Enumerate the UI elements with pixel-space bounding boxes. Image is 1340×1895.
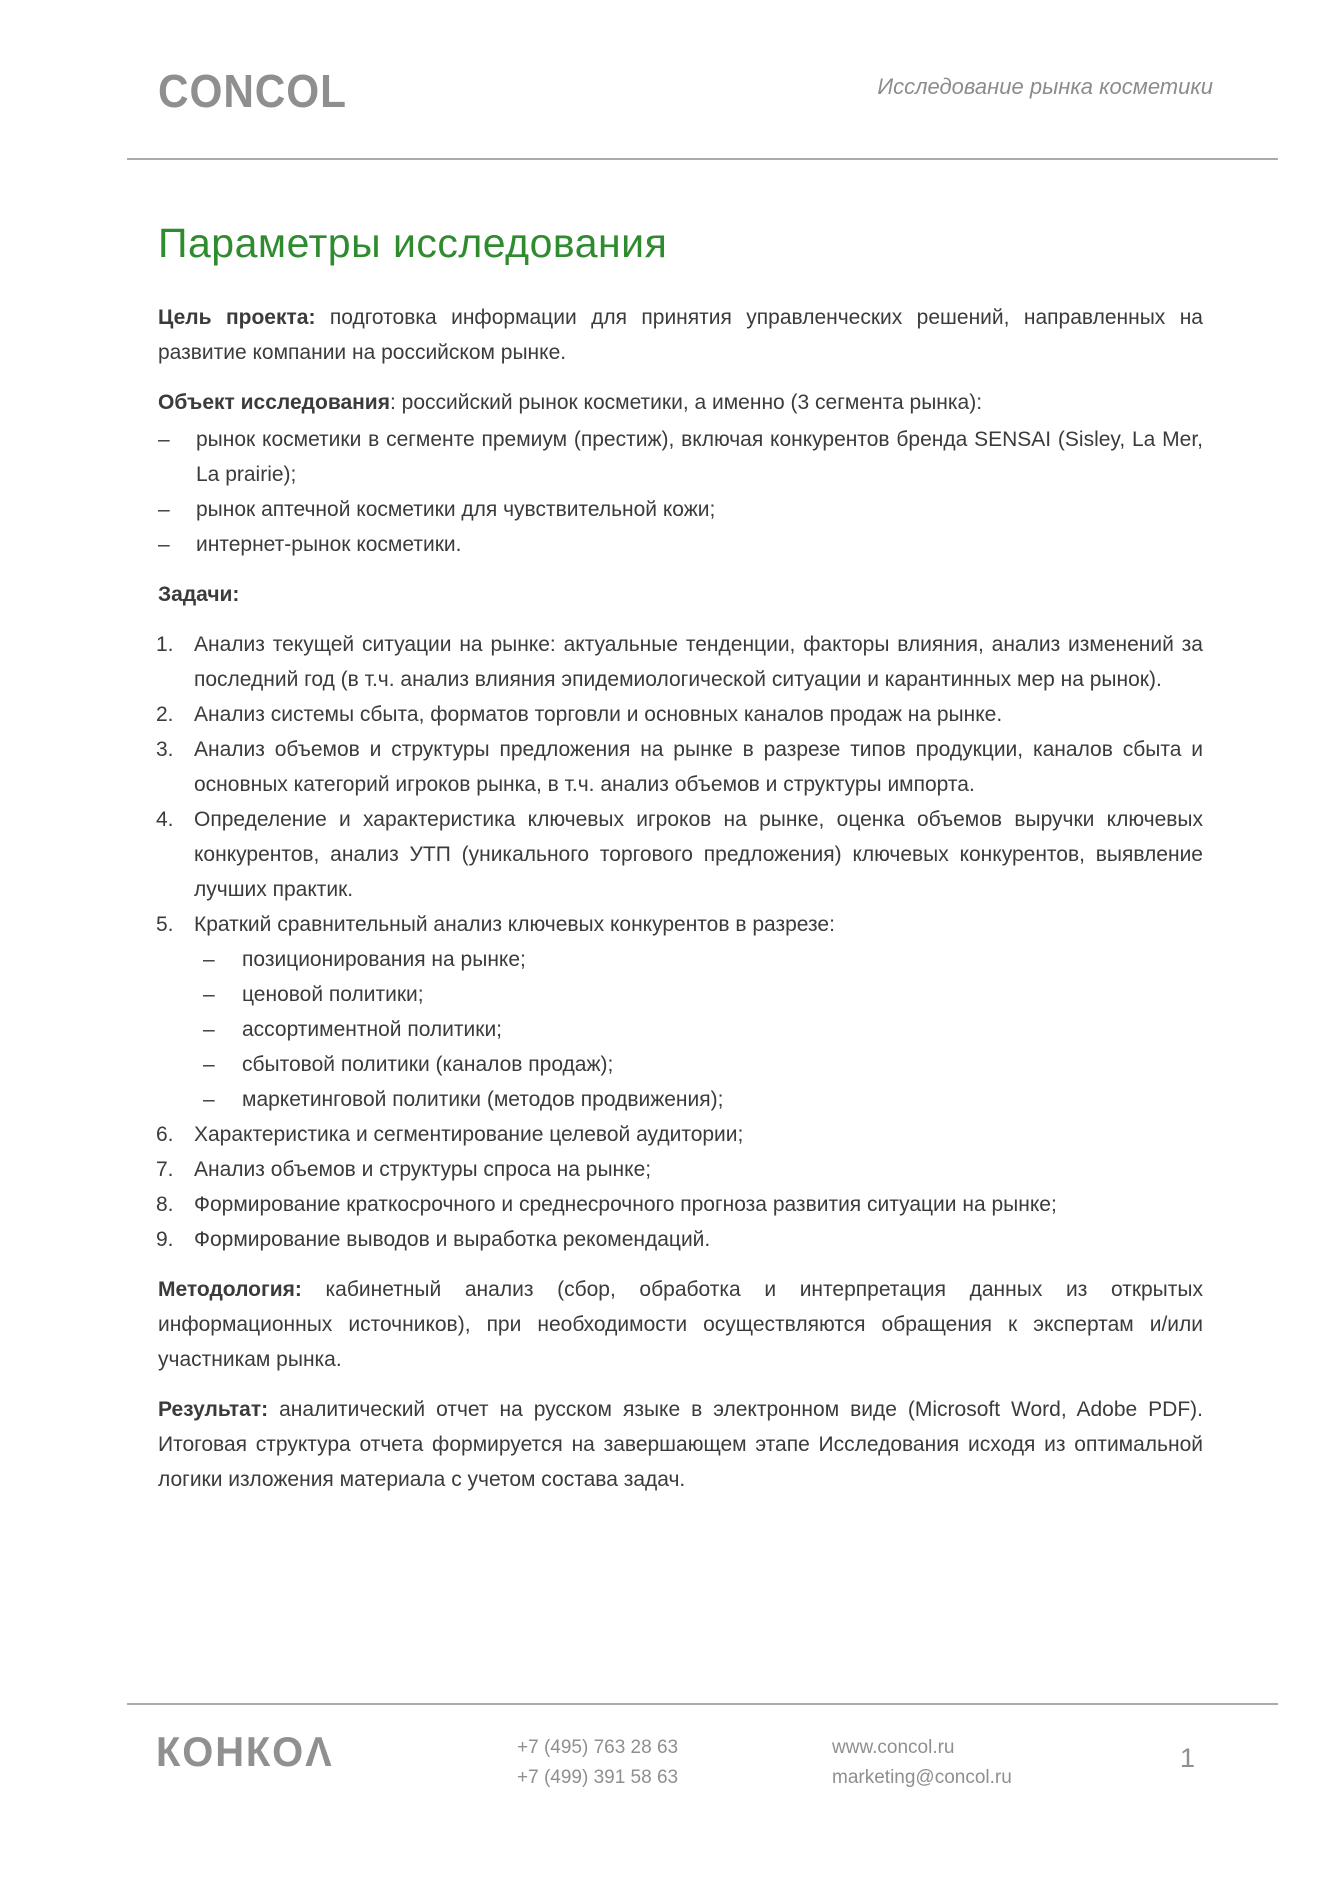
sub-bullet-text: ценовой политики;: [242, 983, 424, 1006]
header-rule: [127, 158, 1278, 160]
document-body: [158, 220, 1203, 1512]
task-text: Анализ системы сбыта, форматов торговли и основных каналов продаж на рынке.: [194, 703, 1003, 726]
task-text: Характеристика и сегментирование целевой аудитории;: [194, 1123, 744, 1146]
task-number: 1.: [156, 633, 174, 656]
goal-paragraph: [158, 300, 1203, 370]
footer-rule: [127, 1703, 1278, 1705]
task-item: [158, 1187, 1203, 1222]
dash-bullet: –: [158, 533, 170, 556]
task-text: Определение и характеристика ключевых игроков на рынке, оценка объемов выручки ключевых конкурентов, анализ УТП (уникального торгового предложения) ключевых конкурентов, выявление лучших практик.: [194, 808, 1203, 901]
sub-bullet-item: [203, 1082, 1203, 1117]
task-text: Формирование краткосрочного и среднесрочного прогноза развития ситуации на рынке;: [194, 1193, 1057, 1216]
sub-bullet-item: [203, 1012, 1203, 1047]
sub-bullet-item: [203, 1047, 1203, 1082]
research-object-bullet-list: [158, 422, 1203, 562]
task-item: [158, 907, 1203, 942]
footer-phones: [517, 1733, 678, 1793]
task-item: [158, 1117, 1203, 1152]
bullet-item: [158, 527, 1203, 562]
footer-logo: КОНКОΛ: [156, 1728, 334, 1775]
phone-line: +7 (499) 391 58 63: [517, 1767, 679, 1788]
research-object-label: Объект исследования: [158, 391, 390, 414]
dash-bullet: –: [203, 1018, 215, 1041]
result-paragraph: [158, 1392, 1203, 1497]
result-text: аналитический отчет на русском языке в электронном виде (Microsoft Word, Adobe PDF). Итоговая структура отчета формируется на завершающем этапе Исследования исходя из оптимальной логики изложения материала с учетом состава задач.: [158, 1398, 1203, 1491]
task-number: 4.: [156, 808, 174, 831]
sub-bullet-text: ассортиментной политики;: [242, 1018, 503, 1041]
task-sub-list: [158, 942, 1203, 1117]
methodology-paragraph: [158, 1272, 1203, 1377]
task-text: Краткий сравнительный анализ ключевых конкурентов в разрезе:: [194, 913, 835, 936]
methodology-text: кабинетный анализ (сбор, обработка и интерпретация данных из открытых информационных источников), при необходимости осуществляются обращения к экспертам и/или участникам рынка.: [158, 1278, 1203, 1371]
phone-line: +7 (495) 763 28 63: [517, 1737, 679, 1758]
bullet-text: интернет-рынок косметики.: [196, 533, 462, 556]
task-number: 2.: [156, 703, 174, 726]
sub-bullet-text: сбытовой политики (каналов продаж);: [242, 1053, 614, 1076]
task-number: 7.: [156, 1158, 174, 1181]
task-number: 6.: [156, 1123, 174, 1146]
goal-text: подготовка информации для принятия управленческих решений, направленных на развитие компании на российском рынке.: [158, 306, 1203, 364]
research-object-text: : российский рынок косметики, а именно (3 сегмента рынка):: [389, 391, 983, 414]
task-text: Анализ объемов и структуры предложения на рынке в разрезе типов продукции, каналов сбыта и основных категорий игроков рынка, в т.ч. анализ объемов и структуры импорта.: [194, 738, 1203, 796]
dash-bullet: –: [203, 948, 215, 971]
task-item: [158, 697, 1203, 732]
task-item: [158, 802, 1203, 907]
task-text: Анализ объемов и структуры спроса на рынке;: [194, 1158, 652, 1181]
page-title: Параметры исследования: [158, 220, 668, 266]
sub-bullet-text: позиционирования на рынке;: [242, 948, 526, 971]
company-logo: CONCOL: [158, 65, 347, 117]
research-object-paragraph: [158, 385, 1203, 420]
dash-bullet: –: [203, 1088, 215, 1111]
bullet-item: [158, 422, 1203, 492]
dash-bullet: –: [158, 428, 170, 451]
email-text: marketing@concol.ru: [832, 1767, 1012, 1788]
result-label: Результат:: [158, 1398, 269, 1421]
methodology-label: Методология:: [158, 1278, 302, 1301]
sub-bullet-text: маркетинговой политики (методов продвижения);: [242, 1088, 724, 1111]
sub-bullet-item: [203, 942, 1203, 977]
footer-web: [832, 1733, 1012, 1793]
tasks-label: Задачи:: [158, 583, 240, 606]
document-subject: Исследование рынка косметики: [877, 74, 1213, 99]
task-item: [158, 732, 1203, 802]
bullet-text: рынок косметики в сегменте премиум (престиж), включая конкурентов бренда SENSAI (Sisley, La Mer, La prairie);: [196, 428, 1203, 486]
task-number: 5.: [156, 913, 174, 936]
goal-label: Цель проекта:: [158, 306, 316, 329]
dash-bullet: –: [158, 498, 170, 521]
task-number: 9.: [156, 1228, 174, 1251]
task-list: [158, 627, 1203, 1257]
task-item: [158, 627, 1203, 697]
sub-bullet-item: [203, 977, 1203, 1012]
tasks-heading: [158, 577, 1203, 612]
task-text: Формирование выводов и выработка рекомендаций.: [194, 1228, 711, 1251]
task-text: Анализ текущей ситуации на рынке: актуальные тенденции, факторы влияния, анализ изменений за последний год (в т.ч. анализ влияния эпидемиологической ситуации и карантинных мер на рынок).: [194, 633, 1203, 691]
bullet-text: рынок аптечной косметики для чувствительной кожи;: [196, 498, 716, 521]
dash-bullet: –: [203, 1053, 215, 1076]
dash-bullet: –: [203, 983, 215, 1006]
task-item: [158, 1222, 1203, 1257]
task-number: 8.: [156, 1193, 174, 1216]
website-text: www.concol.ru: [832, 1737, 955, 1758]
page-number: 1: [1180, 1743, 1196, 1773]
task-number: 3.: [156, 738, 174, 761]
task-item: [158, 1152, 1203, 1187]
bullet-item: [158, 492, 1203, 527]
